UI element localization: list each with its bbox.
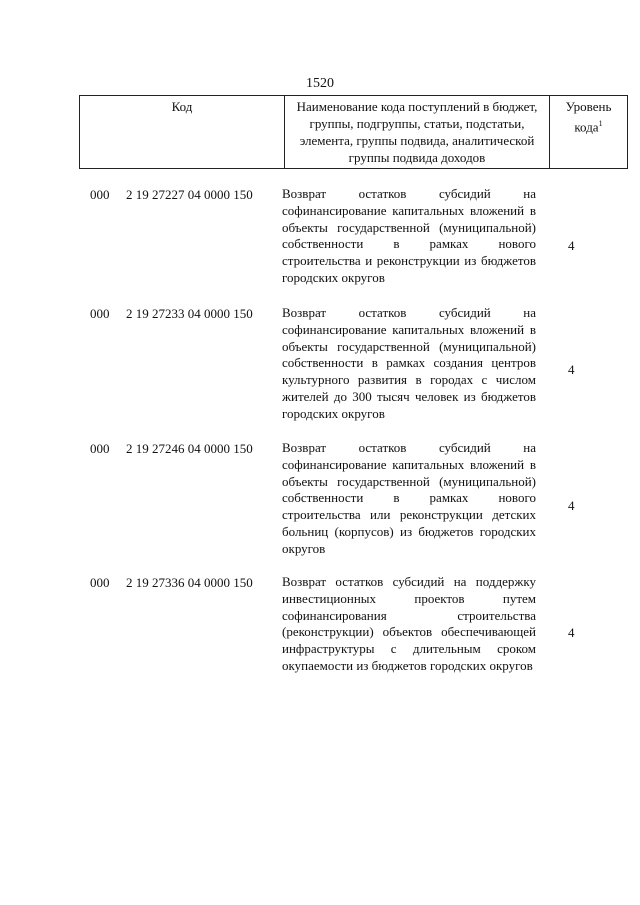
header-level-label: Уровень кода — [565, 99, 612, 135]
row-name: Возврат остатков субсидий на софинансирование капитальных вложений в объекты государственной (муниципальной) собственности в рамках нового строительства или реконструкции детских больниц (корпусов) из бюджетов городских округов — [282, 440, 536, 556]
row-prefix: 000 — [90, 575, 110, 590]
row-name: Возврат остатков субсидий на поддержку инвестиционных проектов путем софинансирования строительства (реконструкции) объектов обеспечивающей инфраструктуры с длительным сроком окупаемости из бюджетов городских округов — [282, 574, 536, 673]
row-name: Возврат остатков субсидий на софинансирование капитальных вложений в объекты государственной (муниципальной) собственности в рамках создания центров культурного развития в городах с числом жителей до 300 тысяч человек из бюджетов городских округов — [282, 305, 536, 421]
header-code: Код — [80, 96, 285, 169]
row-prefix: 000 — [90, 306, 110, 321]
header-level — [550, 96, 628, 169]
row-code: 2 19 27233 04 0000 150 — [126, 306, 253, 321]
row-name: Возврат остатков субсидий на софинансирование капитальных вложений в объекты государственной (муниципальной) собственности в рамках нового строительства и реконструкции из бюджетов городских округов — [282, 186, 536, 285]
row-level: 4 — [568, 238, 575, 253]
table-header — [79, 95, 628, 169]
row-code: 2 19 27246 04 0000 150 — [126, 441, 253, 456]
page-number: 1520 — [306, 76, 334, 91]
row-level: 4 — [568, 362, 575, 377]
row-code: 2 19 27336 04 0000 150 — [126, 575, 253, 590]
row-level: 4 — [568, 625, 575, 640]
header-level-footnote: 1 — [598, 119, 603, 128]
row-code: 2 19 27227 04 0000 150 — [126, 187, 253, 202]
row-level: 4 — [568, 498, 575, 513]
header-name: Наименование кода поступлений в бюджет, группы, подгруппы, статьи, подстатьи, элемента, группы подвида, аналитической группы подвида доходов — [285, 96, 550, 169]
row-prefix: 000 — [90, 441, 110, 456]
row-prefix: 000 — [90, 187, 110, 202]
